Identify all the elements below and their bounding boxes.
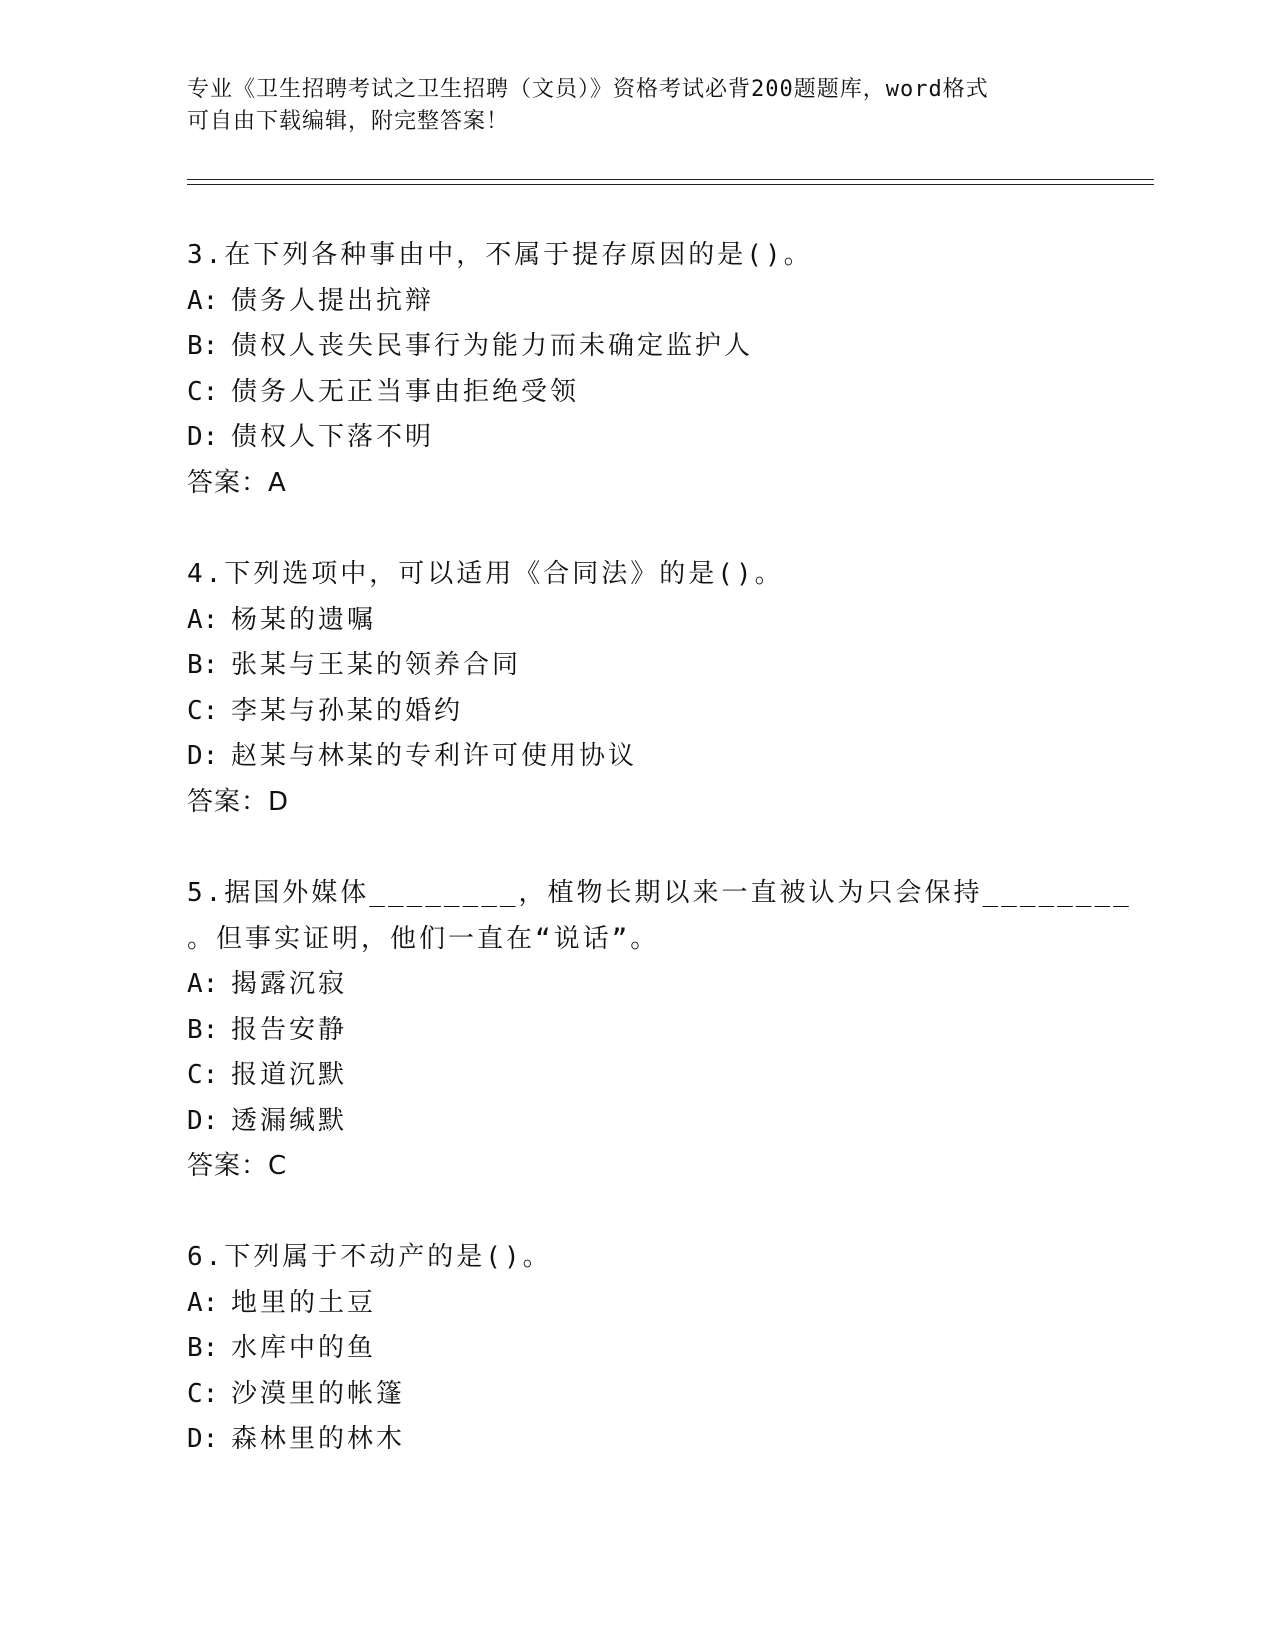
option-letter: B: — [187, 1014, 219, 1045]
option-d — [187, 415, 1087, 461]
option-text: 赵某与林某的专利许可使用协议 — [231, 741, 638, 771]
option-text: 沙漠里的帐篷 — [231, 1378, 406, 1409]
option-text: 森林里的林木 — [231, 1424, 406, 1454]
option-text: 李某与孙某的婚约 — [231, 695, 464, 726]
answer-line: 答案：D — [187, 786, 290, 817]
option-c — [187, 1372, 1087, 1418]
header-line-2: 可自由下载编辑，附完整答案！ — [187, 109, 510, 134]
option-text: 透漏缄默 — [231, 1105, 348, 1136]
option-text: 债权人丧失民事行为能力而未确定监护人 — [231, 331, 754, 361]
option-letter: A: — [187, 1287, 219, 1318]
answer-line: 答案：A — [187, 467, 287, 498]
document-header — [187, 74, 1067, 138]
question-stem: 3.在下列各种事由中，不属于提存原因的是()。 — [187, 240, 813, 270]
option-c — [187, 1053, 1087, 1099]
question-stem: 6.下列属于不动产的是()。 — [187, 1242, 552, 1272]
option-a — [187, 279, 1087, 325]
option-letter: B: — [187, 1333, 219, 1363]
option-d — [187, 734, 1087, 780]
option-text: 债务人提出抗辩 — [231, 285, 435, 316]
question-3 — [187, 233, 1087, 506]
option-d — [187, 1417, 1087, 1463]
option-text: 揭露沉寂 — [231, 969, 348, 999]
question-5 — [187, 871, 1132, 1190]
option-b — [187, 324, 1087, 370]
option-a — [187, 962, 1087, 1008]
header-divider-top — [187, 179, 1154, 180]
header-divider-bottom — [187, 184, 1154, 185]
option-c — [187, 370, 1087, 416]
option-b — [187, 643, 1087, 689]
option-text: 张某与王某的领养合同 — [231, 650, 522, 680]
option-letter: A: — [187, 604, 219, 635]
option-text: 报告安静 — [231, 1014, 348, 1045]
question-stem-continued: 。但事实证明，他们一直在“说话”。 — [187, 923, 660, 954]
option-letter: C: — [187, 376, 219, 407]
question-6 — [187, 1235, 1087, 1463]
option-d — [187, 1099, 1087, 1145]
option-letter: B: — [187, 650, 219, 680]
option-text: 报道沉默 — [231, 1060, 348, 1090]
option-letter: C: — [187, 1378, 219, 1409]
question-4 — [187, 552, 1087, 825]
option-letter: D: — [187, 1105, 219, 1136]
answer-line: 答案：C — [187, 1151, 288, 1181]
option-letter: B: — [187, 331, 219, 361]
option-letter: C: — [187, 1060, 219, 1090]
option-b — [187, 1326, 1087, 1372]
option-letter: C: — [187, 695, 219, 726]
option-c — [187, 689, 1087, 735]
option-a — [187, 598, 1087, 644]
option-b — [187, 1008, 1087, 1054]
option-letter: A: — [187, 285, 219, 316]
header-line-1: 专业《卫生招聘考试之卫生招聘（文员）》资格考试必背200题题库，word格式 — [187, 77, 989, 102]
option-text: 水库中的鱼 — [231, 1333, 377, 1363]
option-text: 杨某的遗嘱 — [231, 604, 377, 635]
option-text: 地里的土豆 — [231, 1287, 377, 1318]
option-letter: D: — [187, 1424, 219, 1454]
option-letter: A: — [187, 969, 219, 999]
option-a — [187, 1281, 1087, 1327]
option-letter: D: — [187, 422, 219, 452]
question-stem: 4.下列选项中，可以适用《合同法》的是()。 — [187, 559, 784, 589]
question-stem: 5.据国外媒体________，植物长期以来一直被认为只会保持________ — [187, 878, 1132, 908]
option-text: 债权人下落不明 — [231, 422, 435, 452]
option-letter: D: — [187, 741, 219, 771]
option-text: 债务人无正当事由拒绝受领 — [231, 376, 580, 407]
